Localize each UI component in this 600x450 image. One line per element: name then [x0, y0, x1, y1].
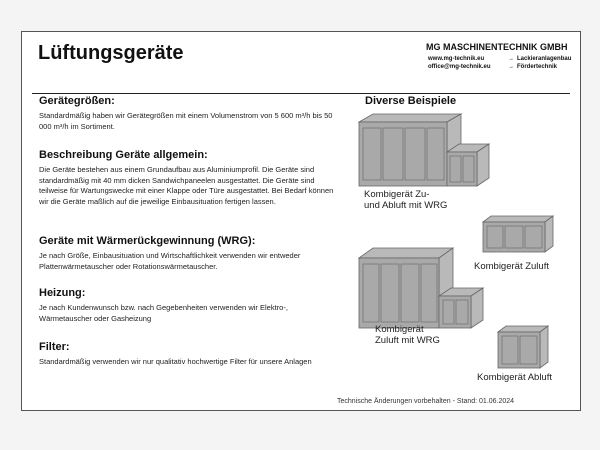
section-heading: Gerätegrößen: — [39, 95, 115, 107]
section-text: Standardmäßig verwenden wir nur qualitativ hochwertige Filter für unsere Anlagen — [39, 357, 312, 366]
section-heading: Beschreibung Geräte allgemein: — [39, 149, 208, 161]
section-description — [39, 148, 339, 207]
website-link[interactable]: www.mg-technik.eu — [428, 56, 485, 62]
section-heading: Geräte mit Wärmerückgewinnung (WRG): — [39, 235, 256, 247]
unit-image-supply-wrg — [357, 246, 487, 330]
unit-image-exhaust — [496, 324, 552, 370]
section-sizes — [39, 94, 339, 132]
section-heating — [39, 286, 339, 324]
footer-note: Technische Änderungen vorbehalten - Stand: 01.06.2024 — [337, 398, 515, 405]
unit-image-supply — [481, 214, 557, 254]
section-heading: Heizung: — [39, 287, 86, 299]
section-text: Je nach Kundenwunsch bzw. nach Gegebenheiten verwenden wir Elektro-, Wärmetauscher oder Gasheizung — [39, 303, 288, 323]
service-item: → Lackieranlagenbau — [508, 56, 572, 62]
company-name: MG MASCHINENTECHNIK GMBH — [426, 42, 568, 52]
email-link[interactable]: office@mg-technik.eu — [428, 64, 491, 70]
service-item: → Fördertechnik — [508, 64, 558, 70]
arrow-right-icon: → — [508, 64, 514, 70]
page-title: Lüftungsgeräte — [38, 42, 184, 64]
section-text: Je nach Größe, Einbausituation und Wirtschaftlichkeit verwenden wir entweder Plattenwärmetauscher oder Rotationswärmetauscher. — [39, 251, 301, 271]
arrow-right-icon: → — [508, 56, 514, 62]
caption-exhaust: Kombigerät Abluft — [477, 372, 552, 383]
examples-title: Diverse Beispiele — [365, 95, 457, 107]
contact-block — [428, 55, 491, 71]
section-filter — [39, 340, 339, 368]
section-wrg — [39, 234, 339, 272]
caption-supply-exhaust-wrg: Kombigerät Zu- und Abluft mit WRG — [364, 189, 448, 211]
services-list — [508, 55, 571, 71]
caption-supply: Kombigerät Zuluft — [474, 261, 549, 272]
section-text: Standardmäßig haben wir Gerätegrößen mit einem Volumenstrom von 5 600 m³/h bis 50 000 m³/h im Sortiment. — [39, 111, 333, 131]
unit-image-supply-exhaust-wrg — [357, 112, 493, 188]
datasheet — [21, 31, 581, 411]
section-heading: Filter: — [39, 341, 70, 353]
section-text: Die Geräte bestehen aus einem Grundaufbau aus Aluminiumprofil. Die Geräte sind standardmäßig mit 40 mm dicken Sandwichpaneelen ausgestattet. Die Geräte sind teilweise für Wartungswecke mit einer Klappe oder Türe ausgestattet. Bei Bedarf können wir die Geräte maßlich auf die jeweilige Einbausituation fertigen lassen. — [39, 165, 334, 206]
caption-supply-wrg: Kombigerät Zuluft mit WRG — [375, 324, 440, 346]
